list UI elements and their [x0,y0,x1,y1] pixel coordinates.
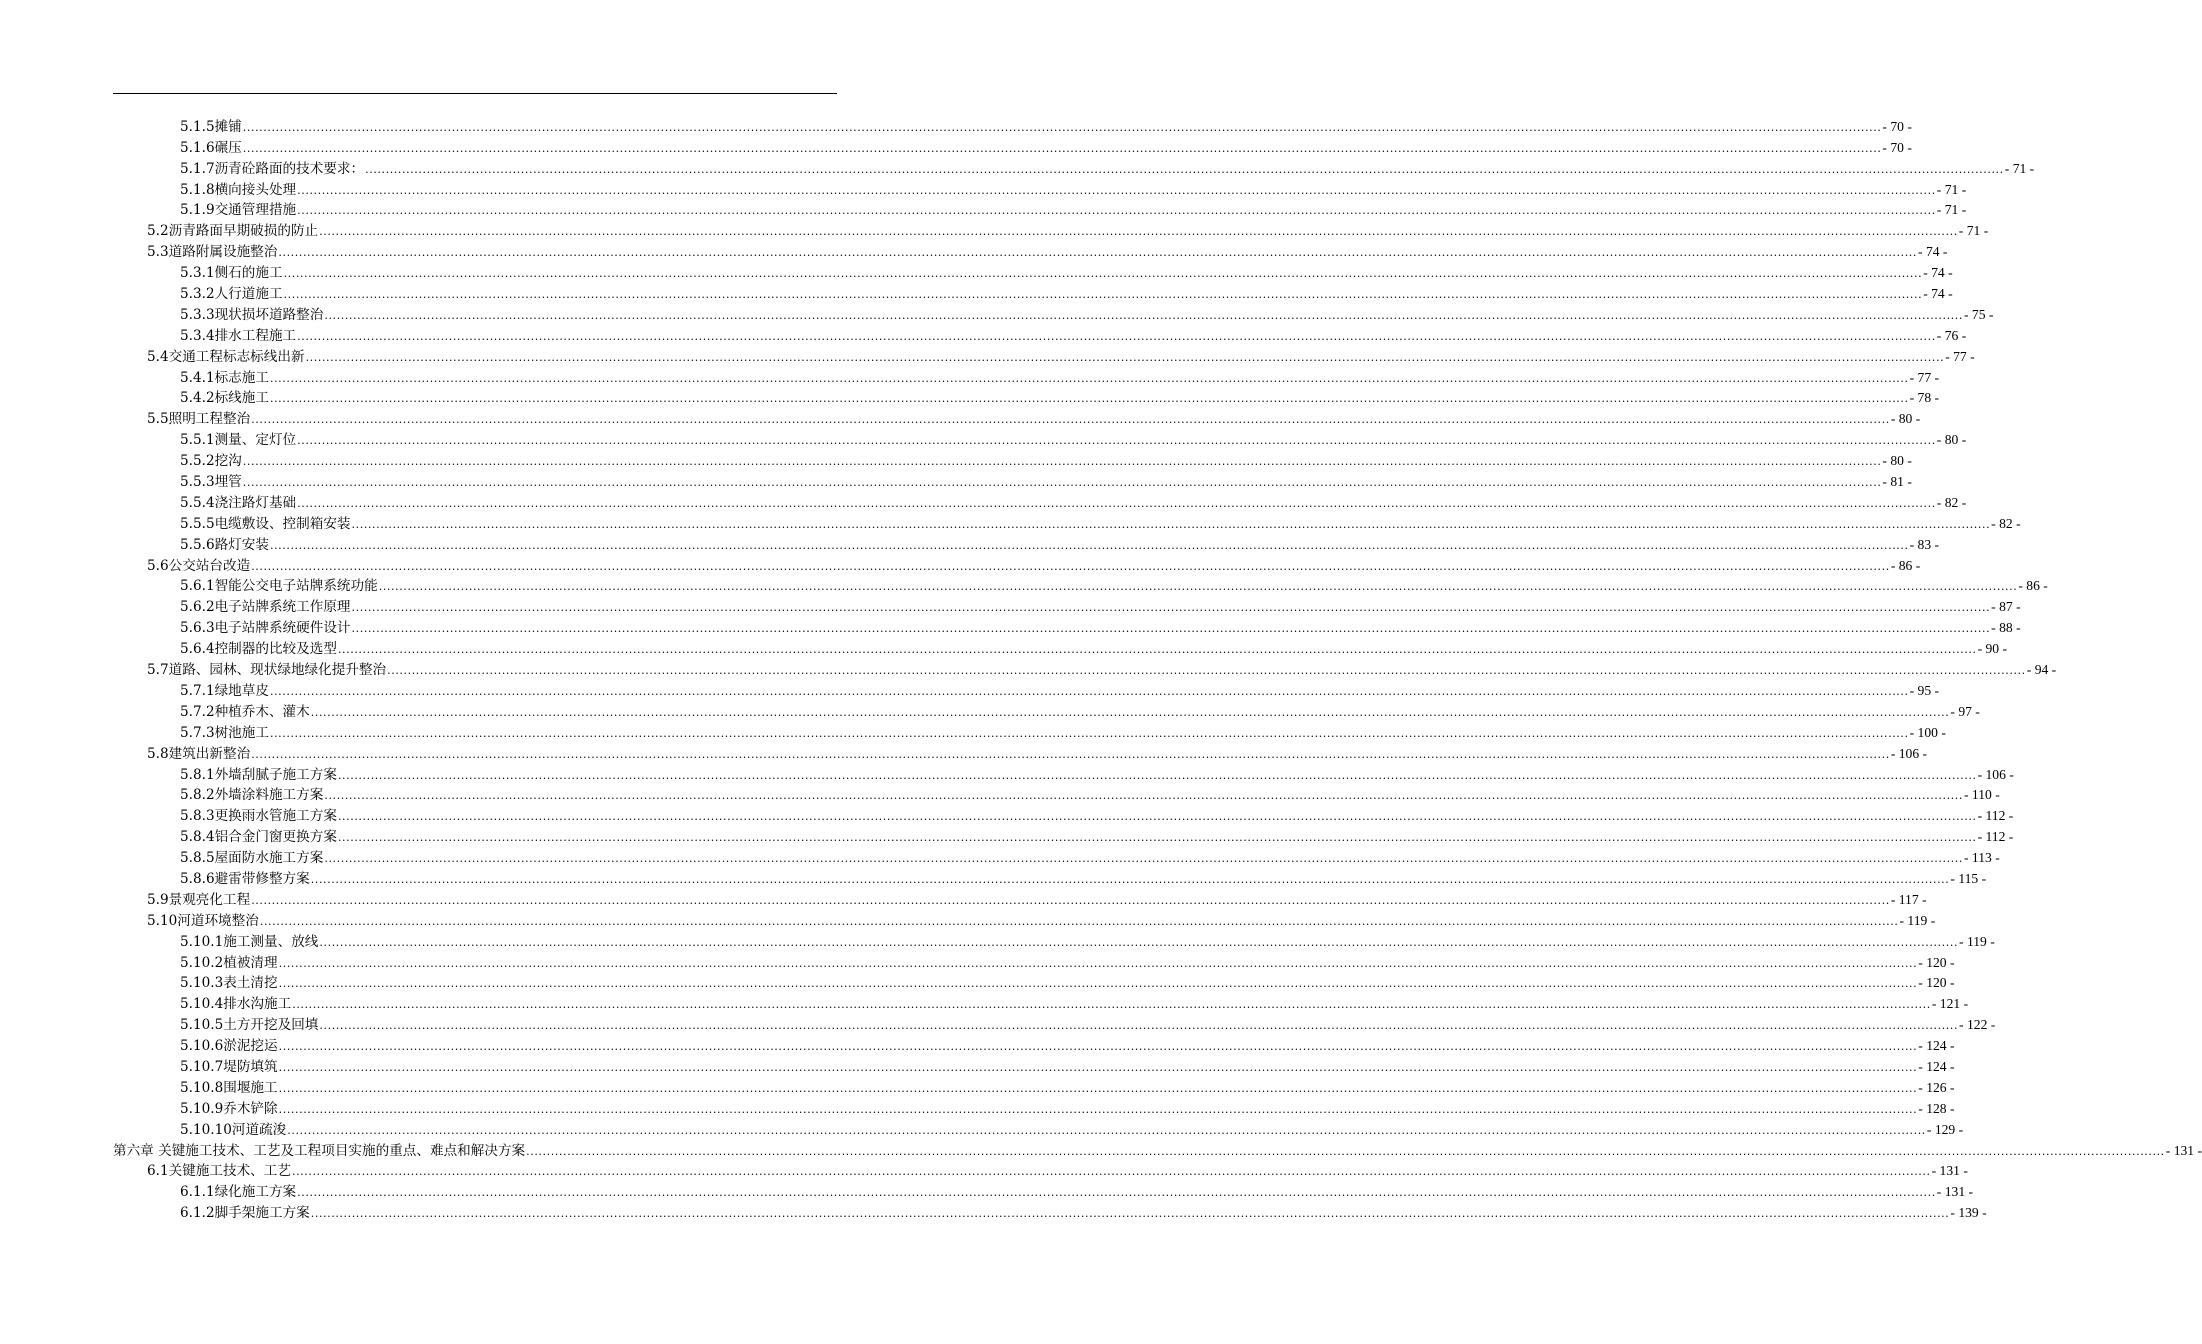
toc-entry[interactable] [113,239,1948,261]
toc-leader-dots: ................................................................................................................................................................................................................................................................................................................................................................................................................ [319,935,1959,949]
toc-entry-page: - 131 - [2165,1142,2202,1158]
toc-entry[interactable] [113,490,1967,511]
toc-entry-page: - 86 - [2018,578,2048,594]
toc-entry[interactable] [113,1179,1974,1201]
toc-entry-title: 5.10.3表土清挖 [180,975,278,992]
toc-leader-dots: ................................................................................................................................................................................................................................................................................................................................................................................................................ [387,664,2026,678]
toc-entry-page: - 120 - [1918,954,1955,970]
toc-leader-dots: ................................................................................................................................................................................................................................................................................................................................................................................................................ [287,1123,1926,1137]
toc-leader-dots: ................................................................................................................................................................................................................................................................................................................................................................................................................ [283,288,1923,302]
toc-leader-dots: ................................................................................................................................................................................................................................................................................................................................................................................................................ [242,455,1882,469]
toc-leader-dots: ................................................................................................................................................................................................................................................................................................................................................................................................................ [297,204,1936,218]
toc-entry-page: - 119 - [1899,912,1936,928]
toc-leader-dots: ................................................................................................................................................................................................................................................................................................................................................................................................................ [310,872,1950,886]
toc-entry[interactable] [113,177,1967,198]
toc-entry-page: - 71 - [1936,202,1967,218]
toc-entry-title: 6.1关键施工技术、工艺 [147,1163,291,1180]
toc-leader-dots: ................................................................................................................................................................................................................................................................................................................................................................................................................ [351,517,1991,531]
toc-leader-dots: ................................................................................................................................................................................................................................................................................................................................................................................................................ [259,914,1899,928]
toc-entry-title: 5.7.1绿地草皮 [180,682,269,699]
toc-entry-page: - 75 - [1963,306,1994,322]
toc-entry-title: 5.1.9交通管理措施 [180,202,297,219]
toc-leader-dots: ................................................................................................................................................................................................................................................................................................................................................................................................................ [251,893,1890,907]
toc-entry-page: - 117 - [1890,891,1927,907]
toc-entry-page: - 78 - [1909,390,1940,406]
toc-entry-title: 5.1.5摊铺 [180,118,242,135]
toc-entry[interactable] [113,950,1955,971]
toc-entry-title: 5.7.2种植乔木、灌木 [180,703,310,720]
toc-entry[interactable] [113,887,1927,908]
toc-entry-title: 5.4交通工程标志标线出新 [147,348,305,365]
toc-entry-title: 5.7.3树池施工 [180,724,269,741]
toc-entry-title: 5.10.5土方开挖及回填 [180,1017,319,1034]
toc-entry[interactable] [113,386,1940,407]
toc-entry-title: 5.1.8横向接头处理 [180,181,297,198]
toc-entry[interactable] [113,344,1975,365]
toc-entry-page: - 95 - [1909,682,1940,698]
toc-entry-page: - 124 - [1918,1038,1955,1054]
toc-entry-title: 5.10.9乔木铲除 [180,1100,278,1117]
toc-leader-dots: ................................................................................................................................................................................................................................................................................................................................................................................................................ [251,747,1890,761]
toc-entry[interactable] [113,448,1912,470]
toc-entry[interactable] [113,866,1987,887]
toc-entry[interactable] [113,323,1967,344]
toc-entry[interactable] [113,594,2021,616]
toc-entry-title: 5.6.1智能公交电子站牌系统功能 [180,578,378,595]
toc-entry[interactable] [113,281,1953,303]
toc-entry-page: - 128 - [1918,1100,1955,1116]
toc-entry-title: 5.3.4排水工程施工 [180,327,297,344]
toc-entry-page: - 80 - [1936,432,1967,448]
toc-entry[interactable] [113,908,1936,929]
toc-entry-page: - 74 - [1918,244,1948,260]
toc-leader-dots: ................................................................................................................................................................................................................................................................................................................................................................................................................ [242,120,1882,134]
toc-entry-title: 5.8.3更换雨水管施工方案 [180,808,337,825]
toc-leader-dots: ................................................................................................................................................................................................................................................................................................................................................................................................................ [337,643,1977,657]
toc-entry-title: 5.1.6碾压 [180,139,242,156]
toc-entry-page: - 71 - [1936,181,1967,197]
toc-entry-page: - 129 - [1926,1121,1964,1137]
toc-entry-title: 5.5.4浇注路灯基础 [180,494,297,511]
toc-entry-title: 5.1.7沥青砼路面的技术要求： [180,160,365,177]
toc-entry-page: - 124 - [1918,1058,1955,1074]
toc-entry-title: 5.6公交站台改造 [147,557,251,574]
toc-entry-page: - 100 - [1909,724,1946,740]
toc-entry[interactable] [113,657,2057,679]
toc-entry[interactable] [113,803,2014,825]
toc-entry[interactable] [113,260,1953,282]
toc-leader-dots: ................................................................................................................................................................................................................................................................................................................................................................................................................ [297,183,1936,197]
toc-entry-title: 5.4.2标线施工 [180,390,269,407]
toc-entry-title: 5.3.2人行道施工 [180,286,283,303]
toc-entry[interactable] [113,218,1989,240]
toc-leader-dots: ................................................................................................................................................................................................................................................................................................................................................................................................................ [337,831,1977,845]
toc-entry-page: - 94 - [2026,662,2057,678]
toc-entry[interactable] [113,427,1967,449]
toc-entry-page: - 77 - [1945,348,1975,364]
toc-entry-page: - 139 - [1950,1205,1987,1221]
toc-entry-page: - 76 - [1936,327,1967,343]
toc-leader-dots: ................................................................................................................................................................................................................................................................................................................................................................................................................ [319,225,1958,239]
toc-entry-page: - 83 - [1909,536,1940,552]
toc-entry-page: - 97 - [1950,703,1980,719]
toc-leader-dots: ................................................................................................................................................................................................................................................................................................................................................................................................................ [297,329,1936,343]
toc-entry-page: - 90 - [1977,641,2008,657]
toc-entry-page: - 71 - [2004,160,2035,176]
toc-entry-page: - 112 - [1977,808,2014,824]
toc-entry-page: - 86 - [1890,557,1921,573]
toc-entry-page: - 121 - [1931,996,1969,1012]
toc-entry-title: 5.6.2电子站牌系统工作原理 [180,599,351,616]
toc-entry[interactable] [113,1159,1968,1180]
toc-entry[interactable] [113,971,1955,992]
toc-entry[interactable] [113,365,1940,386]
toc-entry-title: 5.5.1测量、定灯位 [180,432,297,449]
toc-entry[interactable] [113,678,1940,699]
toc-entry[interactable] [113,1096,1955,1117]
toc-entry-page: - 106 - [1890,745,1928,761]
toc-leader-dots: ................................................................................................................................................................................................................................................................................................................................................................................................................ [278,1040,1918,1054]
toc-entry-title: 第六章 关键施工技术、工艺及工程项目实施的重点、难点和解决方案 [113,1142,526,1159]
toc-entry-title: 5.5.6路灯安装 [180,536,269,553]
toc-entry-title: 5.5.5电缆敷设、控制箱安装 [180,515,351,532]
toc-entry-title: 5.6.4控制器的比较及选型 [180,641,337,658]
toc-entry-title: 5.10.1施工测量、放线 [180,933,319,950]
toc-entry[interactable] [113,302,1994,323]
toc-entry-page: - 122 - [1959,1017,1996,1033]
toc-entry[interactable] [113,762,2014,783]
toc-leader-dots: ................................................................................................................................................................................................................................................................................................................................................................................................................ [378,580,2018,594]
toc-entry[interactable] [113,845,2000,867]
toc-entry-page: - 112 - [1977,829,2014,845]
toc-leader-dots: ................................................................................................................................................................................................................................................................................................................................................................................................................ [297,434,1936,448]
toc-leader-dots: ................................................................................................................................................................................................................................................................................................................................................................................................................ [278,1060,1918,1074]
toc-entry-page: - 131 - [1931,1163,1968,1179]
toc-entry-title: 5.3.1侧石的施工 [180,265,283,282]
toc-entry[interactable] [113,511,2021,532]
toc-entry-title: 5.8.4铝合金门窗更换方案 [180,829,337,846]
toc-leader-dots: ................................................................................................................................................................................................................................................................................................................................................................................................................ [269,726,1909,740]
toc-entry-page: - 115 - [1950,870,1987,886]
toc-leader-dots: ................................................................................................................................................................................................................................................................................................................................................................................................................ [297,1186,1936,1200]
toc-leader-dots: ................................................................................................................................................................................................................................................................................................................................................................................................................ [251,559,1890,573]
toc-entry-title: 5.5.3埋管 [180,474,242,491]
toc-leader-dots: ................................................................................................................................................................................................................................................................................................................................................................................................................ [278,246,1918,260]
toc-entry[interactable] [113,469,1912,491]
toc-entry-page: - 110 - [1963,787,2000,803]
toc-leader-dots: ................................................................................................................................................................................................................................................................................................................................................................................................................ [278,956,1918,970]
toc-leader-dots: ................................................................................................................................................................................................................................................................................................................................................................................................................ [292,998,1931,1012]
toc-entry[interactable] [113,198,1967,219]
toc-entry[interactable] [113,1012,1996,1034]
toc-entry-title: 5.3道路附属设施整治 [147,244,278,261]
toc-entry-title: 5.6.3电子站牌系统硬件设计 [180,620,351,637]
toc-entry-title: 5.8.5屋面防水施工方案 [180,850,324,867]
toc-leader-dots: ................................................................................................................................................................................................................................................................................................................................................................................................................ [278,1081,1918,1095]
toc-entry-page: - 82 - [1936,494,1967,510]
toc-leader-dots: ................................................................................................................................................................................................................................................................................................................................................................................................................ [242,476,1882,490]
toc-entry-title: 5.5.2挖沟 [180,453,242,470]
toc-entry-title: 5.10.7堤防填筑 [180,1058,278,1075]
toc-entry-page: - 131 - [1936,1184,1974,1200]
toc-entry[interactable] [113,114,1912,135]
toc-entry-page: - 87 - [1991,599,2021,615]
toc-entry-page: - 71 - [1958,223,1989,239]
toc-leader-dots: ................................................................................................................................................................................................................................................................................................................................................................................................................ [319,1019,1959,1033]
toc-entry-page: - 106 - [1977,766,2014,782]
toc-leader-dots: ................................................................................................................................................................................................................................................................................................................................................................................................................ [278,1102,1918,1116]
toc-leader-dots: ................................................................................................................................................................................................................................................................................................................................................................................................................ [269,392,1909,406]
toc-entry-page: - 80 - [1882,453,1912,469]
toc-leader-dots: ................................................................................................................................................................................................................................................................................................................................................................................................................ [283,267,1923,281]
toc-entry-title: 5.8.6避雷带修整方案 [180,870,310,887]
toc-leader-dots: ................................................................................................................................................................................................................................................................................................................................................................................................................ [324,789,1963,803]
toc-entry[interactable] [113,1033,1955,1055]
toc-entry-page: - 126 - [1918,1079,1955,1095]
toc-entry[interactable] [113,720,1946,741]
toc-entry-page: - 113 - [1963,850,2000,866]
toc-entry-title: 5.5照明工程整治 [147,411,251,428]
toc-leader-dots: ................................................................................................................................................................................................................................................................................................................................................................................................................ [269,538,1909,552]
table-of-contents [113,114,2202,1222]
toc-entry-page: - 120 - [1918,975,1955,991]
toc-entry-title: 6.1.1绿化施工方案 [180,1184,297,1201]
toc-leader-dots: ................................................................................................................................................................................................................................................................................................................................................................................................................ [297,496,1936,510]
toc-entry-title: 5.4.1标志施工 [180,369,269,386]
toc-entry[interactable] [113,1138,2202,1159]
toc-entry-page: - 81 - [1882,474,1912,490]
toc-entry-title: 5.10.10河道疏浚 [180,1121,287,1138]
toc-entry-title: 5.8建筑出新整治 [147,745,251,762]
toc-leader-dots: ................................................................................................................................................................................................................................................................................................................................................................................................................ [365,162,2004,176]
toc-leader-dots: ................................................................................................................................................................................................................................................................................................................................................................................................................ [269,684,1909,698]
toc-leader-dots: ................................................................................................................................................................................................................................................................................................................................................................................................................ [310,1207,1950,1221]
toc-leader-dots: ................................................................................................................................................................................................................................................................................................................................................................................................................ [251,413,1890,427]
toc-entry[interactable] [113,406,1921,428]
toc-entry-title: 5.10河道环境整治 [147,912,259,929]
toc-entry-page: - 74 - [1923,265,1953,281]
toc-entry[interactable] [113,135,1912,156]
toc-entry-title: 5.3.3现状损坏道路整治 [180,306,324,323]
toc-entry[interactable] [113,1054,1955,1075]
toc-entry[interactable] [113,1117,1964,1138]
toc-entry-title: 5.10.4排水沟施工 [180,996,292,1013]
toc-entry-title: 5.8.2外墙涂料施工方案 [180,787,324,804]
toc-entry-page: - 82 - [1991,515,2021,531]
toc-entry[interactable] [113,699,1980,720]
toc-leader-dots: ................................................................................................................................................................................................................................................................................................................................................................................................................ [269,371,1909,385]
toc-entry[interactable] [113,991,1969,1013]
toc-leader-dots: ................................................................................................................................................................................................................................................................................................................................................................................................................ [242,141,1882,155]
toc-leader-dots: ................................................................................................................................................................................................................................................................................................................................................................................................................ [337,810,1977,824]
toc-entry-title: 5.10.8围堰施工 [180,1079,278,1096]
toc-entry-page: - 119 - [1959,933,1995,949]
toc-entry-title: 5.10.2植被清理 [180,954,278,971]
toc-leader-dots: ................................................................................................................................................................................................................................................................................................................................................................................................................ [305,350,1945,364]
toc-entry-title: 5.10.6淤泥挖运 [180,1038,278,1055]
toc-entry[interactable] [113,1075,1955,1096]
toc-leader-dots: ................................................................................................................................................................................................................................................................................................................................................................................................................ [526,1144,2165,1158]
toc-entry-title: 5.7道路、园林、现状绿地绿化提升整治 [147,662,387,679]
toc-entry-page: - 77 - [1909,369,1940,385]
toc-entry-page: - 88 - [1991,620,2021,636]
toc-entry-title: 5.9景观亮化工程 [147,891,251,908]
toc-entry-title: 5.2沥青路面早期破损的防止 [147,223,319,240]
toc-entry[interactable] [113,741,1928,762]
toc-entry[interactable] [113,636,2008,658]
toc-entry[interactable] [113,783,2000,804]
toc-entry[interactable] [113,1200,1987,1222]
toc-leader-dots: ................................................................................................................................................................................................................................................................................................................................................................................................................ [351,622,1991,636]
toc-entry[interactable] [113,824,2014,846]
toc-entry-page: - 70 - [1882,139,1912,155]
toc-entry-page: - 74 - [1923,286,1953,302]
toc-entry[interactable] [113,532,1940,553]
toc-leader-dots: ................................................................................................................................................................................................................................................................................................................................................................................................................ [324,308,1963,322]
toc-entry-title: 5.8.1外墙刮腻子施工方案 [180,766,337,783]
toc-leader-dots: ................................................................................................................................................................................................................................................................................................................................................................................................................ [351,601,1991,615]
toc-entry-title: 6.1.2脚手架施工方案 [180,1205,310,1222]
toc-entry-page: - 80 - [1890,411,1921,427]
toc-entry-page: - 70 - [1882,118,1912,134]
toc-leader-dots: ................................................................................................................................................................................................................................................................................................................................................................................................................ [310,705,1950,719]
header-rule [113,93,837,94]
toc-leader-dots: ................................................................................................................................................................................................................................................................................................................................................................................................................ [337,768,1977,782]
toc-entry[interactable] [113,929,1995,950]
toc-entry[interactable] [113,574,2048,595]
toc-entry[interactable] [113,553,1921,574]
toc-leader-dots: ................................................................................................................................................................................................................................................................................................................................................................................................................ [291,1165,1931,1179]
toc-entry[interactable] [113,156,2035,177]
toc-entry[interactable] [113,615,2021,637]
toc-leader-dots: ................................................................................................................................................................................................................................................................................................................................................................................................................ [324,852,1963,866]
toc-leader-dots: ................................................................................................................................................................................................................................................................................................................................................................................................................ [278,977,1918,991]
